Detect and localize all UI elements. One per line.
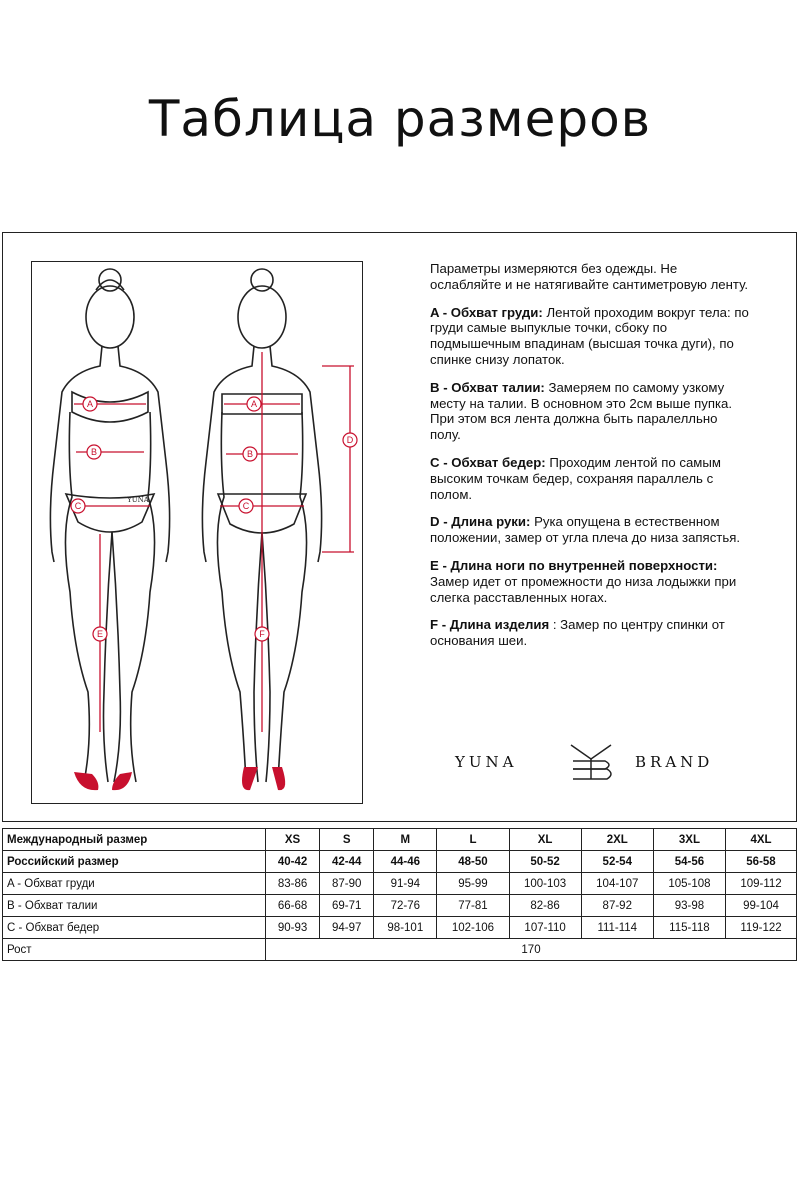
- table-cell: 102-106: [437, 917, 509, 939]
- measurement-instructions: [430, 261, 750, 661]
- table-row: [3, 873, 797, 895]
- table-cell: 82-86: [509, 895, 581, 917]
- table-cell: 4XL: [726, 829, 797, 851]
- intro-text: Параметры измеряются без одежды. Не ослабляйте и не натягивайте сантиметровую ленту.: [430, 261, 749, 292]
- brand-word-left: YUNA: [455, 753, 518, 771]
- measure-b: B - Обхват талии: Замеряем по самому узкому месту на талии. В основном это 2см выше пупка. При этом вся лента должна быть паралелльно полу.: [430, 379, 733, 443]
- brand-monogram-icon: [565, 741, 617, 781]
- table-cell: XS: [266, 829, 320, 851]
- table-cell: 50-52: [509, 851, 581, 873]
- page-title: Таблица размеров: [148, 90, 652, 148]
- table-cell: 115-118: [653, 917, 725, 939]
- table-cell: 48-50: [437, 851, 509, 873]
- row-label: Международный размер: [3, 829, 266, 851]
- figure-label-b-front: B: [90, 447, 98, 457]
- table-cell: 98-101: [374, 917, 437, 939]
- size-guide-panel: [2, 232, 797, 822]
- table-cell: 119-122: [726, 917, 797, 939]
- table-cell: 72-76: [374, 895, 437, 917]
- row-label: Российский размер: [3, 851, 266, 873]
- table-cell: 109-112: [726, 873, 797, 895]
- table-cell: 3XL: [653, 829, 725, 851]
- measure-c: C - Обхват бедер: Проходим лентой по самым высоким точкам бедер, сохраняя параллель с полом.: [430, 454, 721, 502]
- height-value: 170: [266, 939, 797, 961]
- table-cell: 93-98: [653, 895, 725, 917]
- height-label: Рост: [3, 939, 266, 961]
- table-cell: 105-108: [653, 873, 725, 895]
- table-cell: 40-42: [266, 851, 320, 873]
- table-row: [3, 939, 797, 961]
- table-cell: 56-58: [726, 851, 797, 873]
- table-cell: 66-68: [266, 895, 320, 917]
- figure-label-e: E: [96, 629, 104, 639]
- body-silhouettes-illustration: [32, 262, 364, 805]
- table-cell: 2XL: [581, 829, 653, 851]
- table-row: [3, 829, 797, 851]
- table-cell: 52-54: [581, 851, 653, 873]
- table-cell: 54-56: [653, 851, 725, 873]
- size-table: [2, 828, 797, 961]
- table-cell: 104-107: [581, 873, 653, 895]
- measure-d: D - Длина руки: Рука опущена в естественном положении, замер от угла плеча до низа запястья.: [430, 514, 741, 546]
- figure-brand-mark: YUNA: [127, 496, 149, 504]
- row-label: C - Обхват бедер: [3, 917, 266, 939]
- brand-logo: [455, 741, 745, 781]
- row-label: B - Обхват талии: [3, 895, 266, 917]
- table-cell: 99-104: [726, 895, 797, 917]
- body-measurement-figure: [31, 261, 363, 804]
- table-row: [3, 917, 797, 939]
- table-cell: 44-46: [374, 851, 437, 873]
- figure-label-a-back: A: [250, 399, 258, 409]
- table-cell: M: [374, 829, 437, 851]
- figure-label-a-front: A: [86, 399, 94, 409]
- table-cell: 111-114: [581, 917, 653, 939]
- table-cell: 95-99: [437, 873, 509, 895]
- table-cell: 94-97: [320, 917, 374, 939]
- row-label: A - Обхват груди: [3, 873, 266, 895]
- table-cell: 87-92: [581, 895, 653, 917]
- table-row: [3, 895, 797, 917]
- table-cell: 100-103: [509, 873, 581, 895]
- brand-word-right: BRAND: [635, 753, 714, 771]
- table-cell: S: [320, 829, 374, 851]
- measure-a: A - Обхват груди: Лентой проходим вокруг тела: по груди самые выпуклые точки, сбоку по подмышечным впадинам (высшая точка дуги), по спинке снизу лопаток.: [430, 304, 749, 367]
- table-cell: XL: [509, 829, 581, 851]
- figure-label-c-back: C: [242, 501, 250, 511]
- table-cell: 90-93: [266, 917, 320, 939]
- table-cell: 83-86: [266, 873, 320, 895]
- figure-label-f: F: [259, 629, 265, 639]
- measure-e: E - Длина ноги по внутренней поверхности: Замер идет от промежности до низа лодыжки при слегка расставленных ногах.: [430, 557, 737, 605]
- table-cell: L: [437, 829, 509, 851]
- table-cell: 91-94: [374, 873, 437, 895]
- table-cell: 69-71: [320, 895, 374, 917]
- table-cell: 107-110: [509, 917, 581, 939]
- figure-label-b-back: B: [246, 449, 254, 459]
- figure-label-d: D: [346, 435, 354, 445]
- table-cell: 87-90: [320, 873, 374, 895]
- table-cell: 77-81: [437, 895, 509, 917]
- table-cell: 42-44: [320, 851, 374, 873]
- figure-label-c-front: C: [74, 501, 82, 511]
- measure-f: F - Длина изделия : Замер по центру спинки от основания шеи.: [430, 617, 725, 649]
- table-row: [3, 851, 797, 873]
